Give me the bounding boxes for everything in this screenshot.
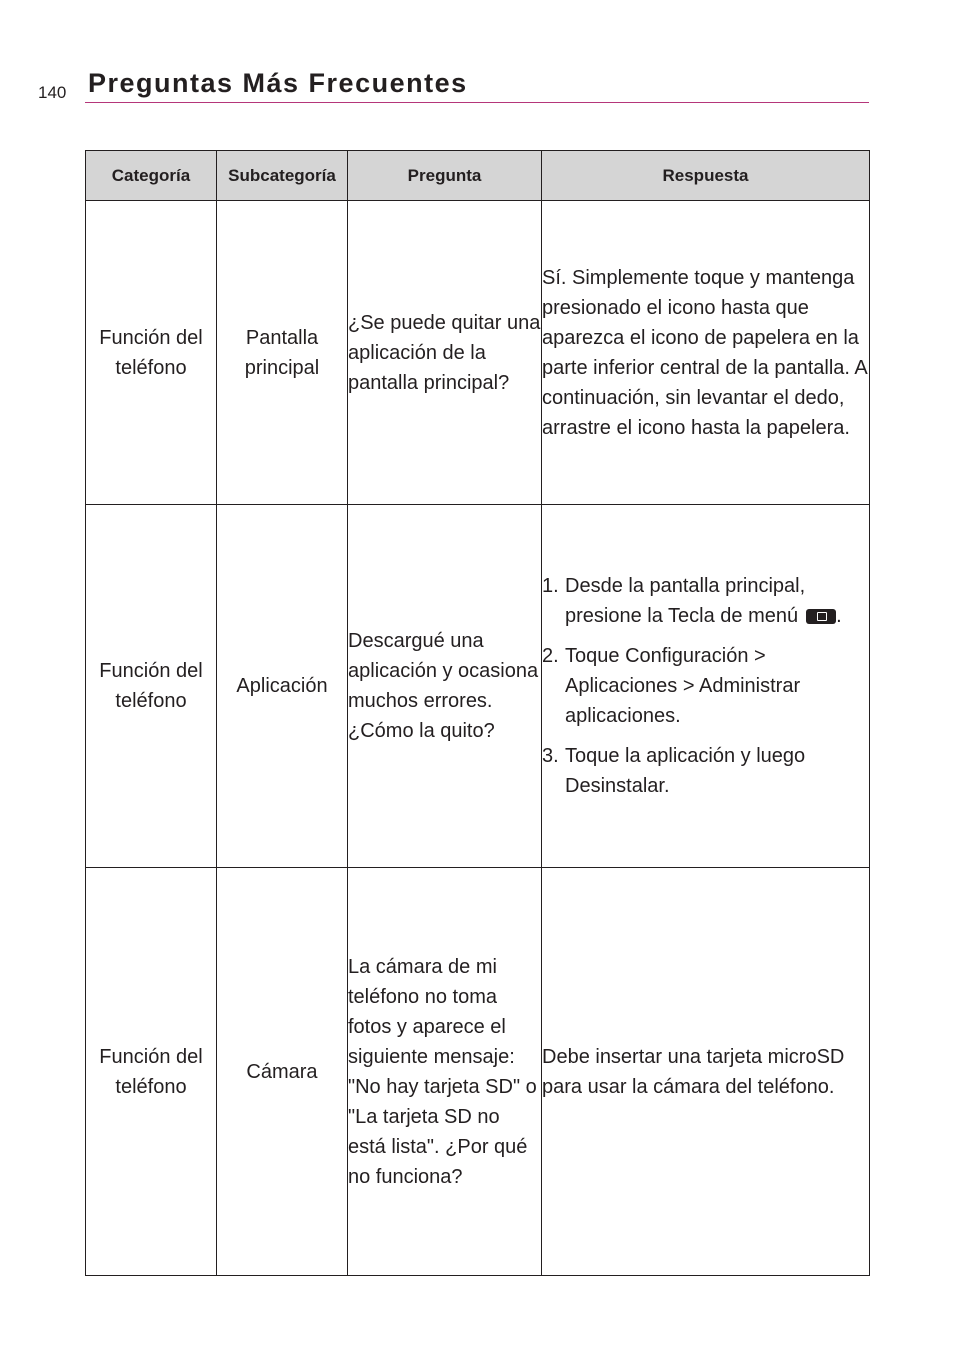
category-cell: Función del teléfono: [86, 868, 217, 1276]
answer-step: [542, 571, 869, 631]
category-cell: Función del teléfono: [86, 201, 217, 505]
question-cell: ¿Se puede quitar una aplicación de la pantalla principal?: [348, 201, 542, 505]
table-header-row: [86, 151, 870, 201]
title-rule: [85, 102, 869, 103]
step-number: 2.: [542, 645, 559, 667]
subcategory-cell: Pantalla principal: [217, 201, 348, 505]
step-bold-text: Tecla de menú: [668, 605, 799, 627]
step-number: 1.: [542, 575, 559, 597]
menu-key-icon: [806, 609, 836, 624]
table-row: [86, 505, 870, 868]
answer-step: [542, 741, 869, 801]
step-number: 3.: [542, 745, 559, 767]
question-cell: Descargué una aplicación y ocasiona muchos errores. ¿Cómo la quito?: [348, 505, 542, 868]
header-answer: Respuesta: [542, 151, 870, 201]
step-after: .: [836, 605, 842, 627]
answer-cell: [542, 505, 870, 868]
header-question: Pregunta: [348, 151, 542, 201]
step-after: .: [663, 775, 670, 797]
page-number: 140: [38, 83, 67, 102]
header-category: Categoría: [86, 151, 217, 201]
table-row: [86, 201, 870, 505]
step-after: .: [675, 705, 681, 727]
header-subcategory: Subcategoría: [217, 151, 348, 201]
subcategory-cell: Aplicación: [217, 505, 348, 868]
step-text: Desde la pantalla principal, presione la: [565, 575, 806, 627]
answer-cell: Sí. Simplemente toque y mantenga presionado el icono hasta que aparezca el icono de papelera en la parte inferior central de la pantalla. A continuación, sin levantar el dedo, arrastre el icono hasta la papelera.: [542, 201, 870, 505]
answer-step: [542, 641, 869, 731]
question-cell: La cámara de mi teléfono no toma fotos y aparece el siguiente mensaje: "No hay tarjeta SD" o "La tarjeta SD no está lista". ¿Por qué no funciona?: [348, 868, 542, 1276]
step-bold-text: Configuración > Aplicaciones > Administrar aplicaciones: [565, 645, 801, 727]
step-bold-text: Desinstalar: [565, 775, 664, 797]
subcategory-cell: Cámara: [217, 868, 348, 1276]
table-row: [86, 868, 870, 1276]
page-title: Preguntas Más Frecuentes: [88, 68, 468, 98]
faq-table: [85, 150, 870, 1276]
answer-cell: Debe insertar una tarjeta microSD para usar la cámara del teléfono.: [542, 868, 870, 1276]
step-text: Toque la aplicación y luego: [565, 745, 806, 767]
step-text: Toque: [565, 645, 626, 667]
answer-steps: [542, 571, 869, 801]
category-cell: Función del teléfono: [86, 505, 217, 868]
